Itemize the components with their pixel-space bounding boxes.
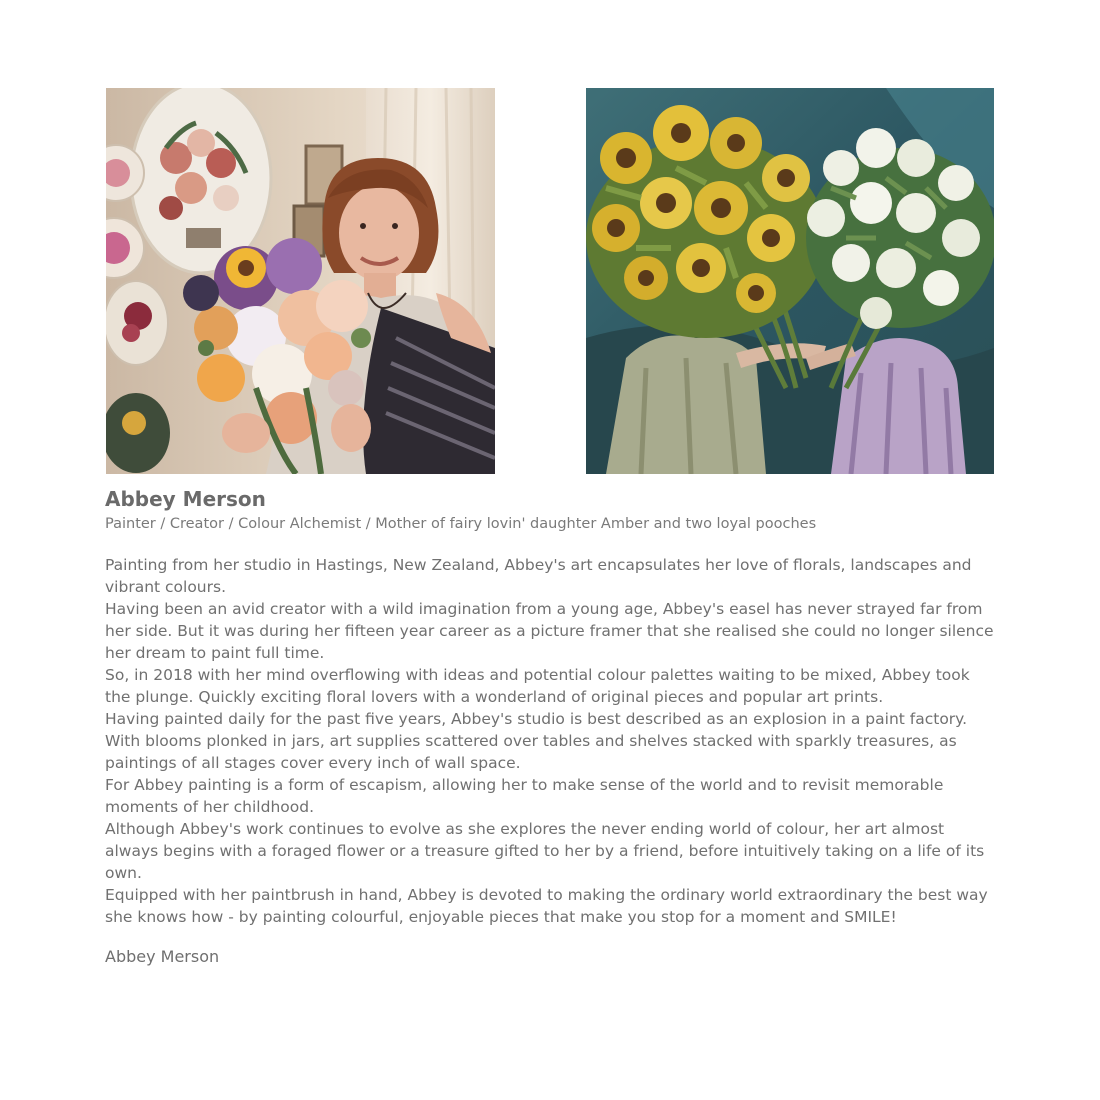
bio-paragraph: So, in 2018 with her mind overflowing with ideas and potential colour palettes waiting to be mixed, Abbey took the plunge. Quickly exciting floral lovers with a wonderland of original pieces and popular art prints. (105, 666, 970, 706)
two-figures-flowers-painting (586, 88, 994, 474)
artist-tagline: Painter / Creator / Colour Alchemist / Mother of fairy lovin' daughter Amber and two loyal pooches (105, 516, 817, 532)
bio-paragraph: For Abbey painting is a form of escapism, allowing her to make sense of the world and to revisit memorable moments of her childhood. (105, 776, 944, 816)
artist-portrait-image (106, 88, 495, 474)
bio-paragraph: Having been an avid creator with a wild imagination from a young age, Abbey's easel has never strayed far from her side. But it was during her fifteen year career as a picture framer that she realised she could no longer silence her dream to paint full time. (105, 600, 994, 662)
bio-paragraph: Equipped with her paintbrush in hand, Abbey is devoted to making the ordinary world extraordinary the best way she knows how - by painting colourful, enjoyable pieces that make you stop for a moment and SMILE! (105, 886, 988, 926)
bio-paragraph: Although Abbey's work continues to evolve as she explores the never ending world of colour, her art almost always begins with a foraged flower or a treasure gifted to her by a friend, before intuitively taking on a life of its own. (105, 820, 985, 882)
artist-name: Abbey Merson (105, 487, 266, 511)
bio-paragraph: Having painted daily for the past five years, Abbey's studio is best described as an explosion in a paint factory. With blooms plonked in jars, art supplies scattered over tables and shelves stacked with sparkly treasures, as paintings of all stages cover every inch of wall space. (105, 710, 968, 772)
bio-paragraph: Painting from her studio in Hastings, New Zealand, Abbey's art encapsulates her love of florals, landscapes and vibrant colours. (105, 556, 972, 596)
flower-painting-image (586, 88, 994, 474)
artist-portrait-photo (106, 88, 495, 474)
bio-body (105, 554, 995, 928)
artist-bio (105, 486, 995, 968)
signature: Abbey Merson (105, 947, 220, 966)
